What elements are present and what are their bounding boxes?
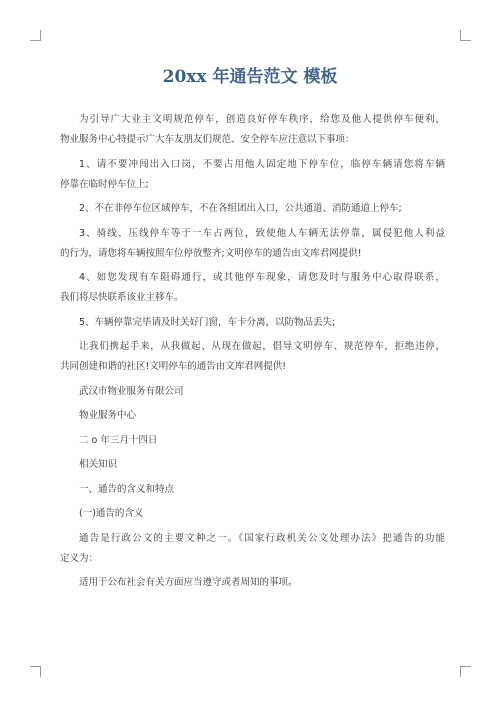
paragraph-continuation: 我们将尽快联系该业主移车。 xyxy=(60,292,184,303)
document-date: 二 o 年三月十四日 xyxy=(79,434,158,446)
crop-mark-top-right xyxy=(460,30,471,41)
document-title: 20xx 年通告范文 模板 xyxy=(162,67,338,87)
paragraph-continuation: 物业服务中心特提示广大车友朋友们规范、安全停车应注意以下事项： xyxy=(60,134,355,145)
document-body xyxy=(60,110,445,598)
paragraph: 通告是行政公文的主要文种之一。《国家行政机关公文处理办法》把通告的功能 xyxy=(79,532,445,544)
department-name: 物业服务中心 xyxy=(79,410,137,421)
paragraph-continuation: 停靠在临时停车位上; xyxy=(60,178,149,190)
crop-mark-bottom-right xyxy=(460,666,471,677)
crop-mark-bottom-left xyxy=(30,666,41,677)
paragraph: 适用于公布社会有关方面应当遵守或者周知的事项。 xyxy=(79,577,298,588)
paragraph: 4、如您发现有车阻碍通行，或其他停车现象，请您及时与服务中心取得联系， xyxy=(79,272,445,283)
paragraph: 2、不在非停车位区域停车，不在各组团出入口，公共通道、消防通道上停车; xyxy=(79,203,402,214)
paragraph: 5、车辆停靠完毕请及时关好门窗，车卡分离，以防物品丢失; xyxy=(79,316,336,328)
paragraph: 3、骑线、压线停车等于一车占两位，致使他人车辆无法停靠，属侵犯他人利益 xyxy=(79,227,445,239)
paragraph-continuation: 定义为： xyxy=(60,552,99,564)
paragraph-continuation: 的行为，请您将车辆按照车位停放整齐;文明停车的通告由文库君网提供! xyxy=(60,247,362,259)
paragraph-continuation: 共同创建和谐的社区!文明停车的通告由文库君网提供! xyxy=(60,361,287,372)
crop-mark-top-left xyxy=(30,30,41,41)
section-heading: 一、通告的含义和特点 xyxy=(79,483,175,495)
company-name: 武汉市物业服务有限公司 xyxy=(79,385,184,397)
subsection-heading: (一)通告的含义 xyxy=(79,508,144,519)
section-heading: 相关知识 xyxy=(79,459,118,470)
paragraph: 为引导广大业主文明规范停车，创造良好停车秩序，给您及他人提供停车便利， xyxy=(79,114,445,125)
paragraph: 1、请不要冲闯出入口岗，不要占用他人固定地下停车位，临停车辆请您将车辆 xyxy=(79,158,445,170)
paragraph: 让我们携起手来，从我做起、从现在做起，倡导文明停车、规范停车，拒绝违停， xyxy=(79,341,445,352)
